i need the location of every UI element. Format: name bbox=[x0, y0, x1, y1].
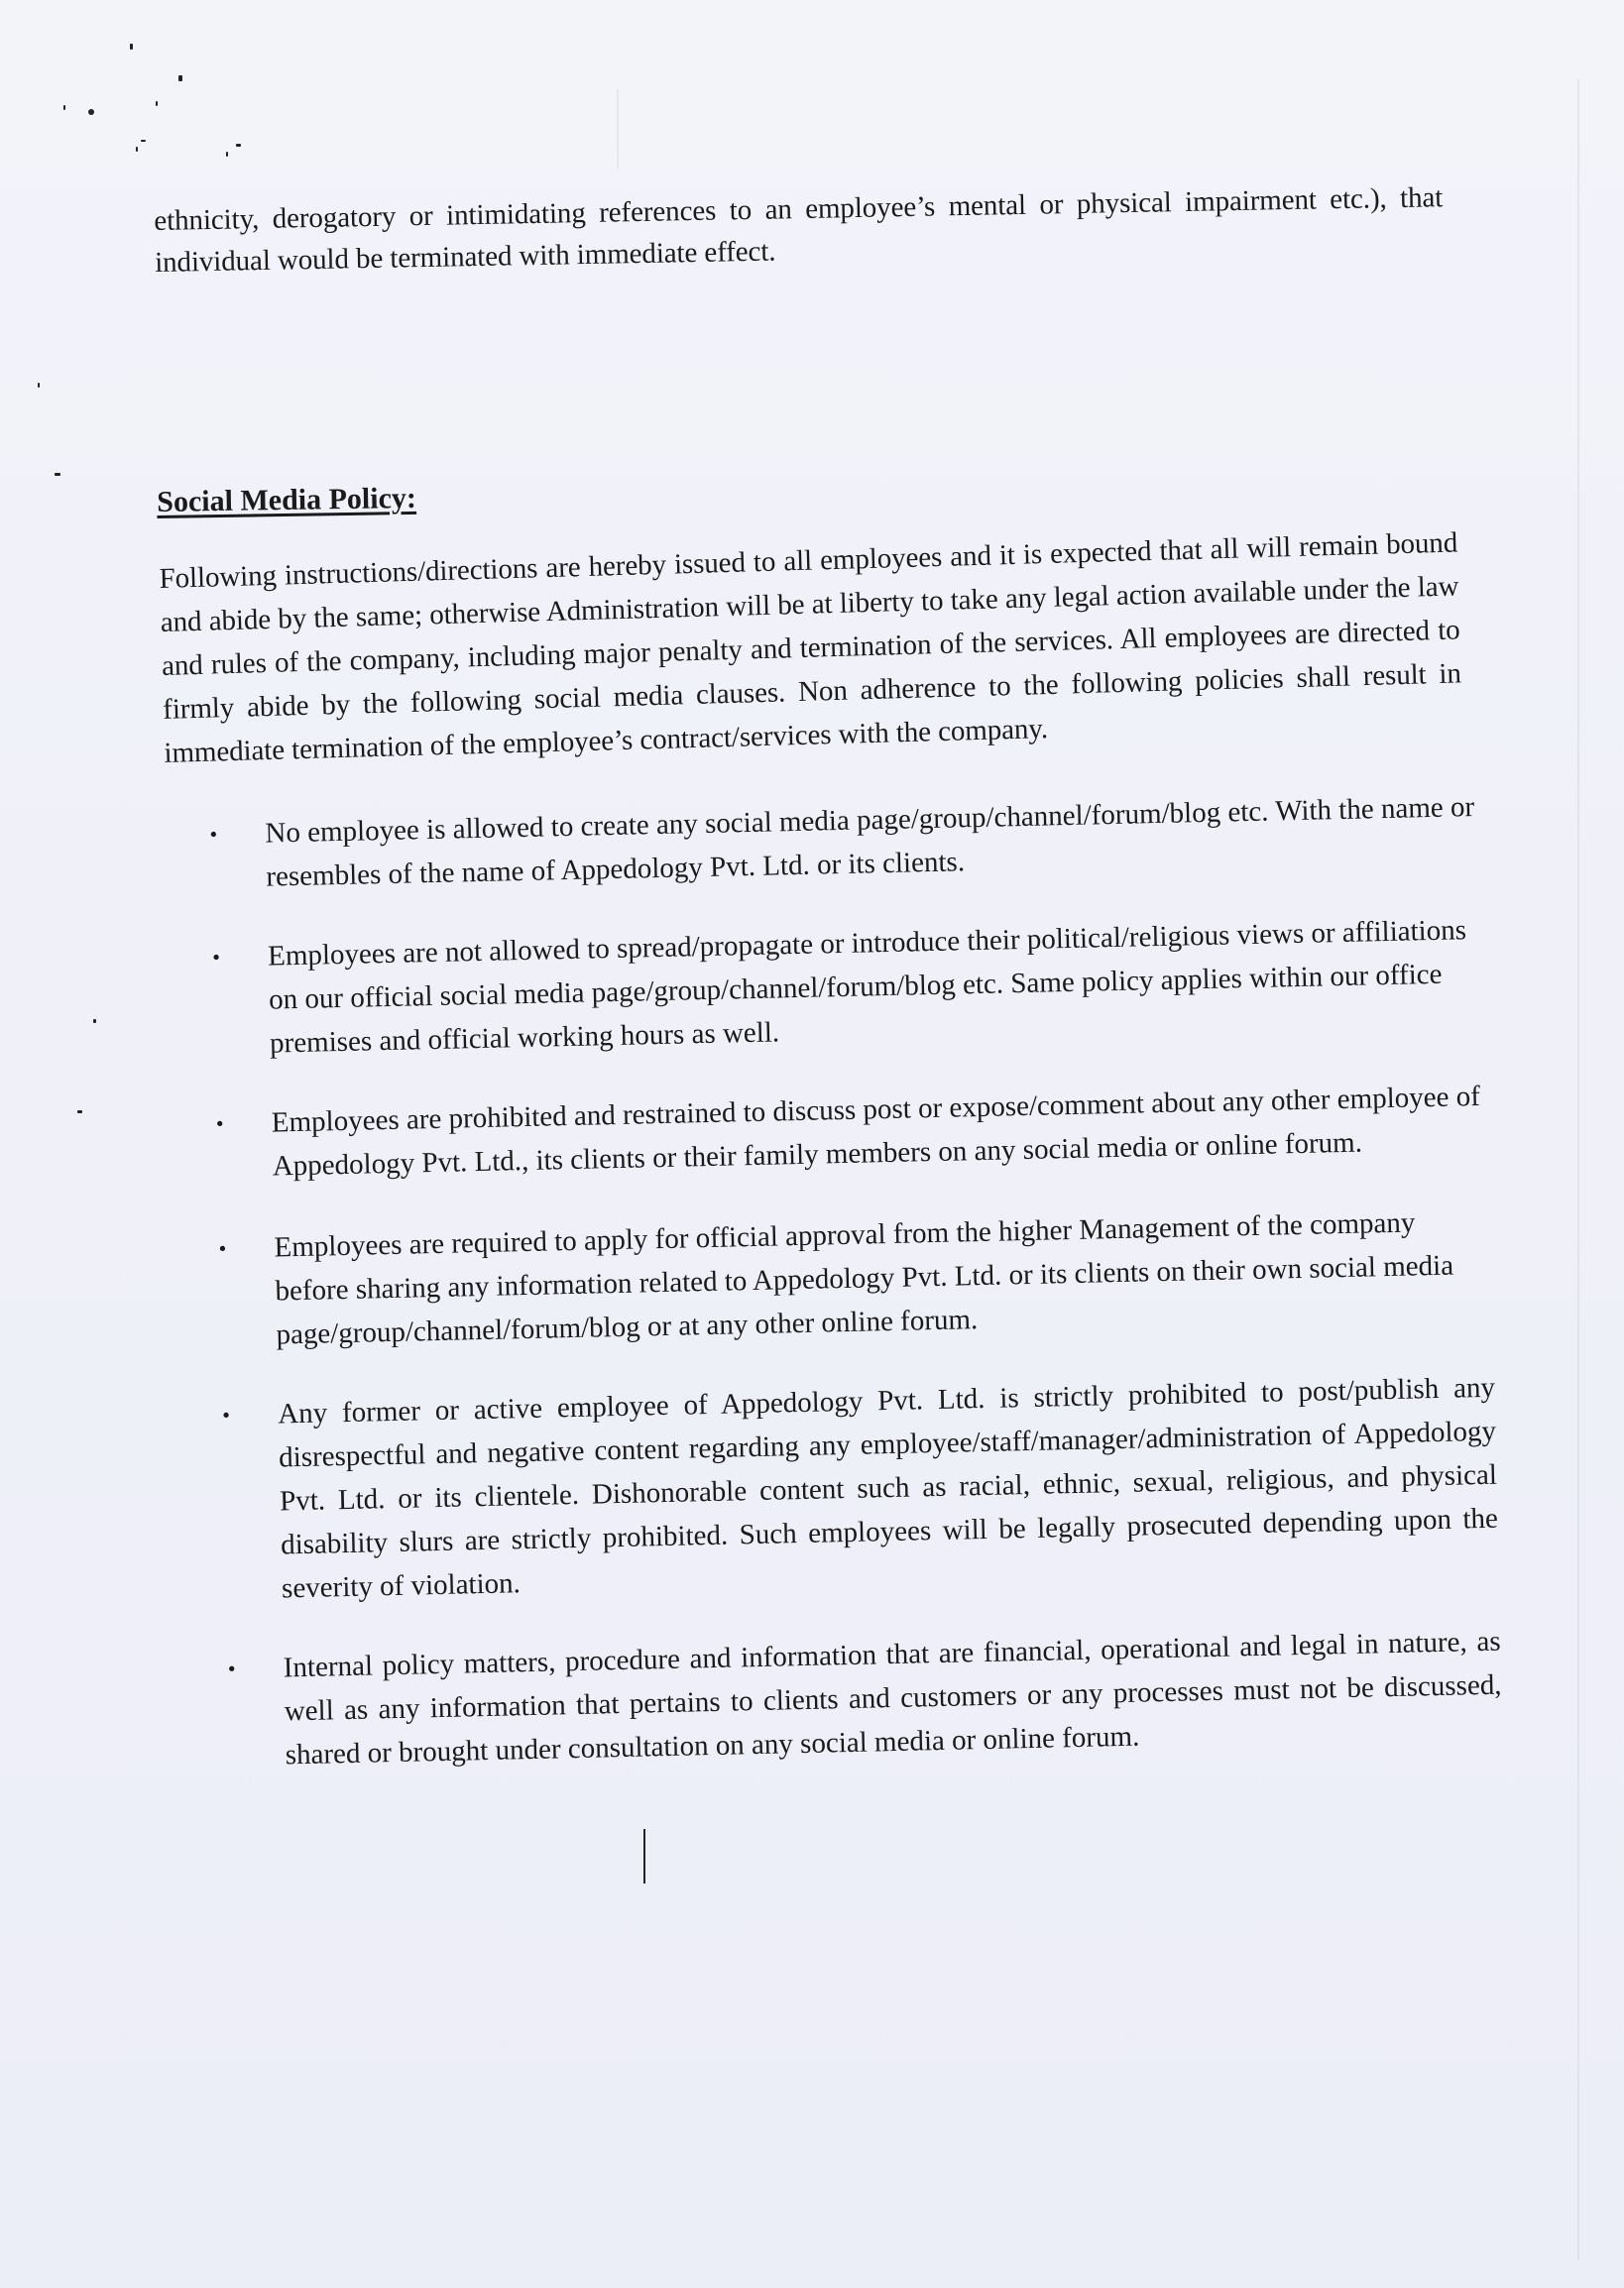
list-item bbox=[221, 1620, 1503, 1778]
scan-speck bbox=[178, 75, 182, 81]
bullet-text: Internal policy matters, procedure and information that are financial, operational and legal in nature, as well as any information that pertains to clients and customers or any processes must not be discussed, shared or brought under consultation on any social media or online forum. bbox=[283, 1625, 1502, 1772]
bullet-text: Employees are not allowed to spread/propagate or introduce their political/religious views or affiliations on our official social media page/group/channel/forum/blog etc. Same policy applies within our office premises and official working hours as well. bbox=[267, 914, 1467, 1060]
policy-bullet-list bbox=[203, 785, 1504, 1813]
scan-speck bbox=[55, 473, 60, 476]
scan-speck bbox=[77, 1110, 82, 1113]
bullet-icon: • bbox=[209, 821, 218, 847]
scan-speck bbox=[38, 383, 40, 388]
bullet-icon: • bbox=[218, 1235, 227, 1261]
scan-speck bbox=[93, 1019, 96, 1023]
list-item bbox=[212, 1200, 1494, 1358]
scan-speck bbox=[130, 44, 133, 50]
bullet-text: Employees are prohibited and restrained to discuss post or expose/comment about any other employee of Appedology Pvt. Ltd., its clients or their family members on any social media or online forum. bbox=[271, 1080, 1481, 1183]
section-heading: Social Media Policy: bbox=[157, 481, 417, 518]
scan-mark bbox=[643, 1829, 645, 1884]
bullet-icon: • bbox=[211, 944, 221, 970]
previous-section-tail-paragraph: ethnicity, derogatory or intimidating references to an employee’s mental or physical impairment etc.), that individual would be terminated with immediate effect. bbox=[154, 181, 1444, 279]
list-item bbox=[206, 908, 1488, 1067]
list-item bbox=[216, 1366, 1499, 1612]
list-item bbox=[203, 785, 1484, 900]
bullet-icon: • bbox=[215, 1110, 224, 1136]
list-item bbox=[209, 1075, 1490, 1190]
scan-speck bbox=[88, 109, 94, 115]
bullet-icon: • bbox=[221, 1402, 231, 1428]
bullet-text: No employee is allowed to create any social media page/group/channel/forum/blog etc. With the name or resembles of the name of Appedology Pvt. Ltd. or its clients. bbox=[265, 791, 1475, 893]
scan-speck bbox=[136, 147, 138, 152]
scan-edge-line bbox=[1577, 79, 1579, 2260]
scan-speck bbox=[226, 152, 228, 157]
scan-edge-line bbox=[617, 89, 619, 169]
scan-speck bbox=[63, 105, 65, 110]
scan-speck bbox=[141, 140, 146, 142]
bullet-text: Any former or active employee of Appedology Pvt. Ltd. is strictly prohibited to post/publish any disrespectful and negative content regarding any employee/staff/manager/administration of Appedology Pvt. Ltd. or its clientele. Dishonorable content such as racial, ethnic, sexual, religious, and physical disability slurs are strictly prohibited. Such employees will be legally prosecuted depending upon the severity of violation. bbox=[277, 1371, 1499, 1605]
bullet-icon: • bbox=[227, 1656, 236, 1681]
policy-intro-paragraph: Following instructions/directions are hereby issued to all employees and it is expected that all will remain bound and abide by the same; otherwise Administration will be at liberty to take any legal action available under the law and rules of the company, including major penalty and termination of the services. All employees are directed to firmly abide by the following social media clauses. Non adherence to the following policies shall result in immediate termination of the employee’s contract/services with the company. bbox=[159, 526, 1462, 769]
scan-speck bbox=[156, 101, 158, 106]
bullet-text: Employees are required to apply for official approval from the higher Management of the company before sharing any information related to Appedology Pvt. Ltd. or its clients on their own social media page/group/channel/forum/blog or at any other online forum. bbox=[274, 1206, 1454, 1351]
scan-speck bbox=[236, 144, 241, 147]
